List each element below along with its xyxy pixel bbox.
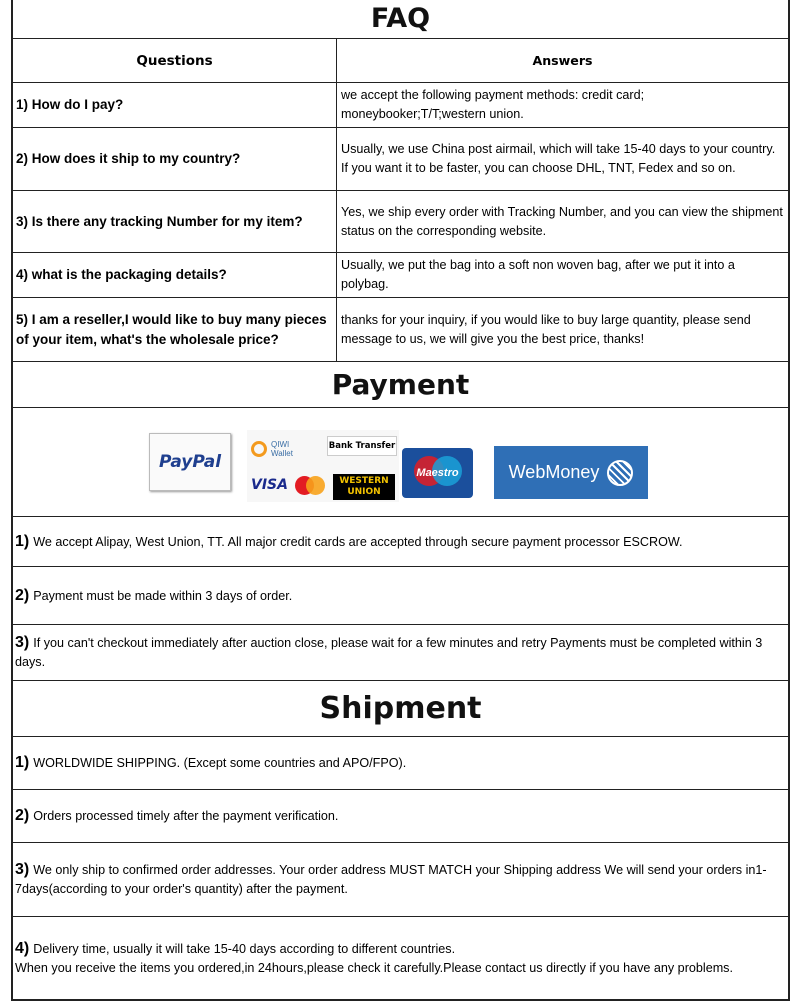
qiwi-icon [251, 441, 267, 457]
maestro-logo: Maestro [402, 448, 473, 498]
faq-title: FAQ [370, 3, 431, 34]
faq-question: 3) Is there any tracking Number for my item? [13, 191, 337, 252]
questions-header: Questions [13, 39, 337, 82]
payment-item: 3) If you can't checkout immediately after auction close, please wait for a few minutes and retry Payments must be completed within 3 days. [13, 624, 788, 680]
faq-row [13, 190, 788, 252]
shipment-item: 4) Delivery time, usually it will take 15-40 days according to different countries. When you receive the items you ordered,in 24hours,please check it carefully.Please contact us directly if you have any problems. [13, 916, 788, 1000]
bank-transfer-logo: Bank Transfer [327, 436, 397, 456]
faq-question: 1) How do I pay? [13, 83, 337, 127]
western-union-logo: WESTERN UNION [333, 474, 395, 500]
paypal-logo: PayPal [149, 433, 231, 491]
faq-answer: Usually, we use China post airmail, which will take 15-40 days to your country. If you want it to be faster, you can choose DHL, TNT, Fedex and so on. [341, 142, 776, 175]
faq-answer: Yes, we ship every order with Tracking Number, and you can view the shipment status on the corresponding website. [341, 204, 783, 238]
webmoney-globe-icon [607, 460, 633, 486]
faq-answer: we accept the following payment methods: credit card; moneybooker;T/T;western union. [341, 88, 645, 121]
answers-header: Answers [532, 53, 593, 68]
faq-row [13, 297, 788, 361]
faq-question: 2) How does it ship to my country? [13, 128, 337, 190]
faq-header-row [13, 38, 788, 82]
visa-logo: VISA [251, 477, 288, 493]
payment-title: Payment [13, 361, 788, 407]
faq-answer: Usually, we put the bag into a soft non woven bag, after we put it into a polybag. [341, 258, 735, 291]
mastercard-logo [293, 476, 327, 496]
faq-question: 5) I am a reseller,I would like to buy many pieces of your item, what's the wholesale price? [13, 298, 337, 361]
payment-logos-row [13, 407, 788, 516]
faq-sheet [11, 0, 790, 1001]
faq-row [13, 127, 788, 190]
shipment-item: 3) We only ship to confirmed order addresses. Your order address MUST MATCH your Shipping address We will send your orders in1-7days(according to your order's quantity) after the payment. [13, 842, 788, 916]
shipment-item: 2) Orders processed timely after the payment verification. [13, 789, 788, 842]
payment-methods-cluster [247, 430, 399, 502]
faq-question: 4) what is the packaging details? [13, 253, 337, 297]
payment-item: 2) Payment must be made within 3 days of order. [13, 566, 788, 624]
qiwi-wallet-logo: QIWI Wallet [251, 434, 323, 464]
shipment-item: 1) WORLDWIDE SHIPPING. (Except some countries and APO/FPO). [13, 736, 788, 789]
webmoney-logo: WebMoney [494, 446, 648, 499]
faq-answer: thanks for your inquiry, if you would like to buy large quantity, please send message to us, we will give you the best price, thanks! [341, 312, 751, 346]
faq-row [13, 252, 788, 297]
shipment-title: Shipment [13, 680, 788, 736]
payment-item: 1) We accept Alipay, West Union, TT. All major credit cards are accepted through secure payment processor ESCROW. [13, 516, 788, 566]
faq-row [13, 82, 788, 127]
